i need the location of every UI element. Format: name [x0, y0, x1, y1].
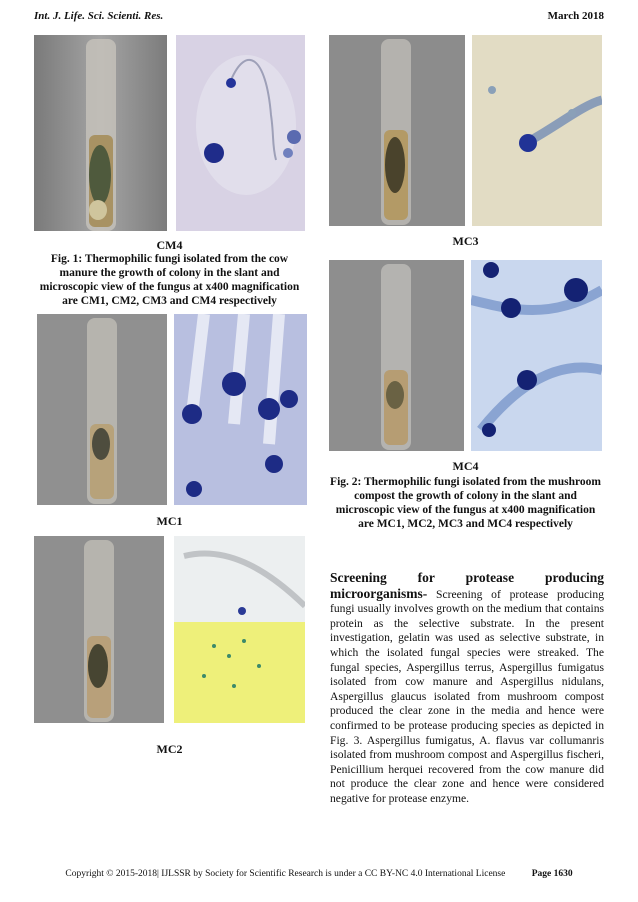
panel-label-mc2: MC2: [156, 742, 183, 756]
mc3-slant-tube-photo: [329, 35, 465, 226]
mc2-slant-tube-photo: [34, 536, 164, 723]
figure-2-caption: Fig. 2: Thermophilic fungi isolated from the mushroom compost the growth of colony in the slant and microscopic view of the fungus at x400 magnification are MC1, MC2, MC3 and MC4 respectively: [330, 476, 601, 530]
mc1-micrograph-photo: [174, 314, 307, 505]
panel-label-cm4: CM4: [156, 238, 183, 252]
figure-1-caption: Fig. 1: Thermophilic fungi isolated from the cow manure the growth of colony in the slant and microscopic view of the fungus at x400 magnification are CM1, CM2, CM3 and CM4 respectively: [39, 253, 300, 307]
mc2-micrograph-photo: [174, 536, 305, 723]
copyright-notice: Copyright © 2015-2018| IJLSSR by Society for Scientific Research is under a CC BY-NC 4.0 International License: [65, 869, 506, 879]
section-body: Screening of protease producing fungi usually involves growth on the medium that contains protein as the selective substrate. In the present investigation, gelatin was used as selective substrate, in which the isolated fungal species were streaked. The fungal species, Aspergillus terrus, Aspergillus fumigatus isolated from cow manure and Aspergillus nidulans, Aspergillus glaucus isolated from mushroom compost produced the clear zone in the media and hence were confirmed to be protease producing species as depicted in Fig. 3. Aspergillus fumigatus, A. flavus var collumanris isolated from mushroom compost and Aspergillus fischeri, Penicillium herquei recovered from the cow manure did not produce the clear zone and hence were considered negative for protease enzyme.: [330, 587, 604, 805]
panel-label-mc3: MC3: [452, 234, 479, 248]
section-heading: Screening for protease producing microorganisms-: [330, 570, 604, 601]
issue-date: March 2018: [547, 10, 604, 22]
mc4-slant-tube-photo: [329, 260, 464, 451]
panel-label-mc1: MC1: [156, 514, 183, 528]
panel-label-mc4: MC4: [452, 459, 479, 473]
page-footer: [0, 869, 638, 879]
mc1-slant-tube-photo: [37, 314, 167, 505]
mc3-micrograph-photo: [472, 35, 602, 226]
journal-title: Int. J. Life. Sci. Scienti. Res.: [34, 10, 164, 22]
mc4-micrograph-photo: [471, 260, 602, 451]
page-number: Page 1630: [531, 869, 573, 879]
cm4-micrograph-photo: [176, 35, 305, 231]
cm4-slant-tube-photo: [34, 35, 167, 231]
protease-screening-section: [330, 571, 604, 807]
